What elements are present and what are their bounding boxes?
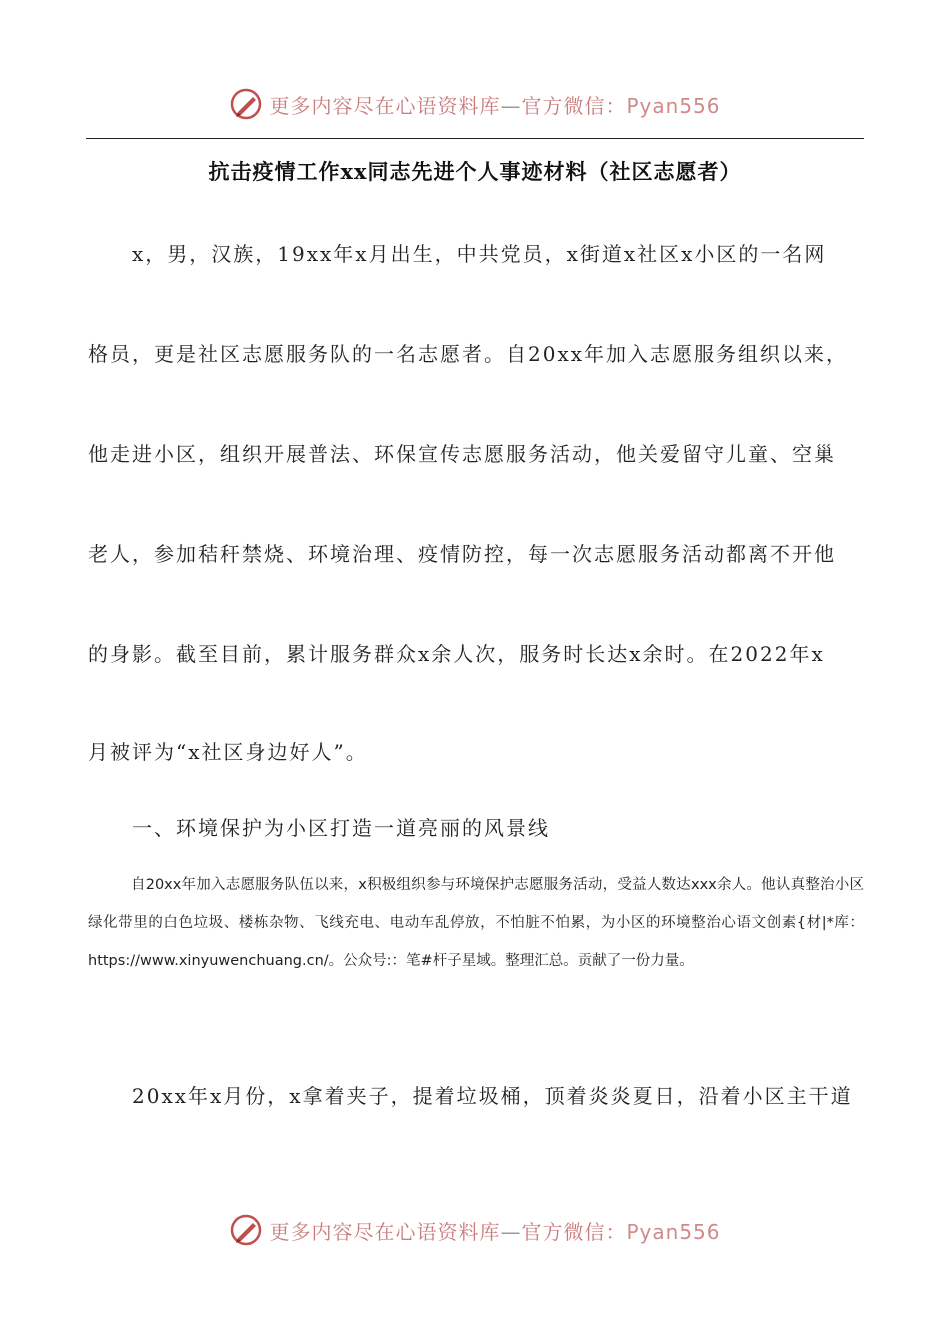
intro-line: 格员，更是社区志愿服务队的一名志愿者。自20xx年加入志愿服务组织以来， — [88, 342, 849, 366]
document-title: 抗击疫情工作xx同志先进个人事迹材料（社区志愿者） — [208, 159, 742, 184]
header-banner-text: 更多内容尽在心语资料库—官方微信：Pyan556 — [269, 93, 721, 118]
intro-line: 的身影。截至目前，累计服务群众x余人次，服务时长达x余时。在2022年x — [88, 642, 825, 666]
intro-line: 老人，参加秸秆禁烧、环境治理、疫情防控，每一次志愿服务活动都离不开他 — [88, 542, 836, 566]
body-line: 20xx年x月份，x拿着夹子，提着垃圾桶，顶着炎炎夏日，沿着小区主干道 — [132, 1084, 853, 1108]
footer-banner — [0, 1210, 950, 1250]
intro-line: 他走进小区，组织开展普法、环保宣传志愿服务活动，他关爱留守儿童、空巢 — [88, 442, 836, 466]
header-banner — [0, 84, 950, 124]
section-paragraph: 自20xx年加入志愿服务队伍以来，x积极组织参与环境保护志愿服务活动，受益人数达xxx余人。他认真整治小区绿化带里的白色垃圾、楼栋杂物、飞线充电、电动车乱停放，不怕脏不怕累，为小区的环境整治心语文创素{材|*库：https://www.xinyuwenchuang.cn/。公众号:：笔#杆子星域。整理汇总。贡献了一份力量。 — [88, 877, 864, 969]
footer-banner-text: 更多内容尽在心语资料库—官方微信：Pyan556 — [269, 1219, 721, 1244]
intro-line: 月被评为“x社区身边好人”。 — [88, 740, 368, 764]
intro-line: x，男，汉族，19xx年x月出生，中共党员，x街道x社区x小区的一名网 — [132, 242, 827, 266]
header-divider — [86, 138, 864, 139]
section-heading: 一、环境保护为小区打造一道亮丽的风景线 — [132, 816, 550, 840]
pen-logo-icon — [229, 87, 263, 121]
pen-logo-icon — [229, 1213, 263, 1247]
